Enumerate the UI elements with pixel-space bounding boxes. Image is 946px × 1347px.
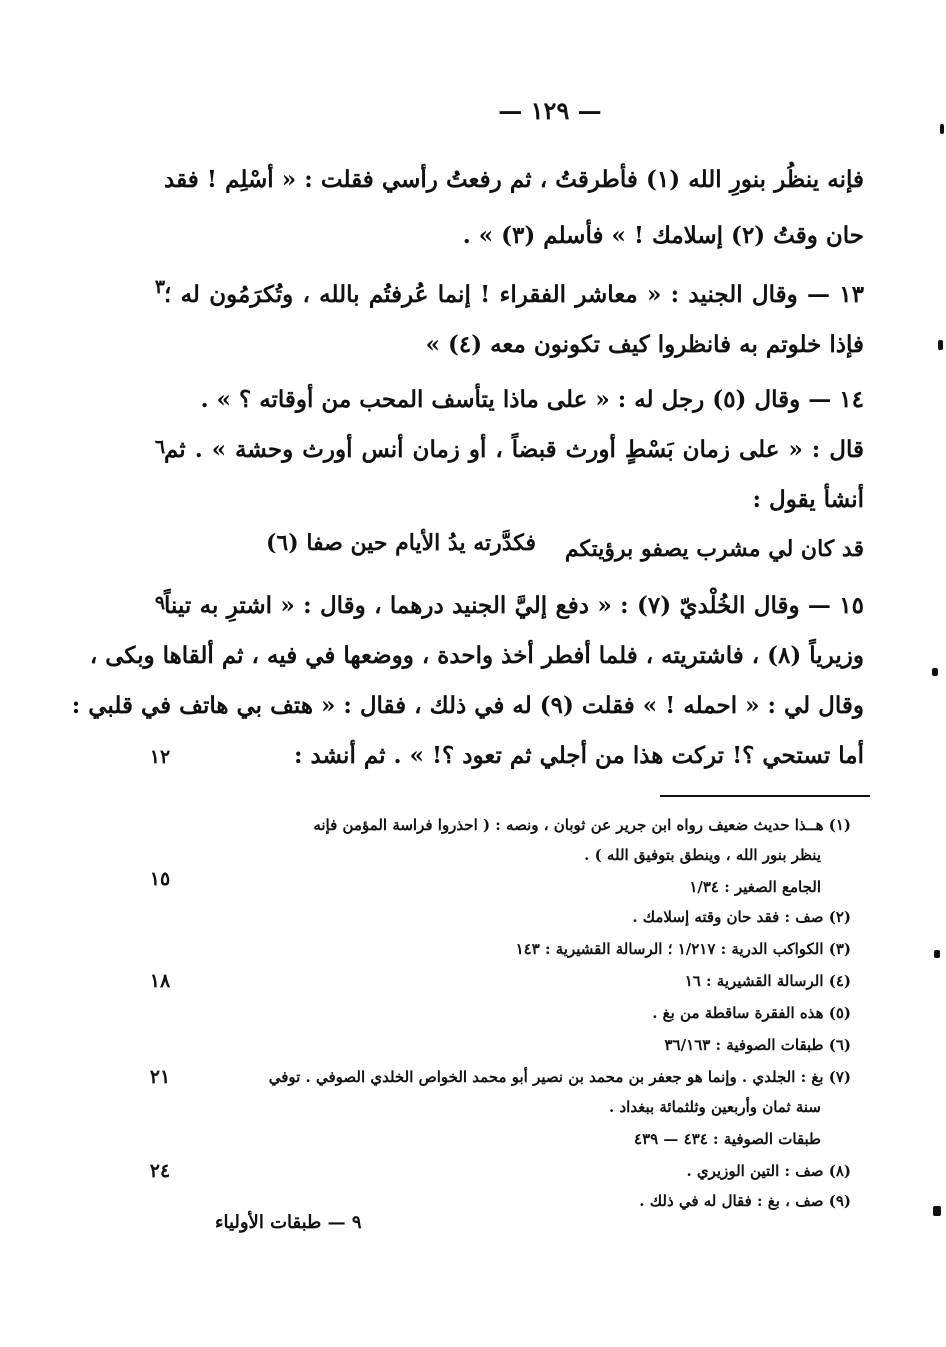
footnote-8: (٨) صف : التين الوزيري . (686, 1162, 851, 1180)
footnote-7-source: طبقات الصوفية : ٤٣٤ — ٤٣٩ (634, 1130, 821, 1148)
margin-number: ٩ (154, 592, 166, 614)
margin-number: ٣ (154, 276, 166, 298)
footnote-7: (٧) بغ : الجلدي . وإنما هو جعفر بن محمد بن نصير أبو محمد الخواص الخلدي الصوفي . توفي (268, 1068, 851, 1086)
footnote-7-cont: سنة ثمان وأربعين وثلثمائة ببغداد . (609, 1098, 821, 1116)
body-line-1: فإنه ينظُر بنورِ الله (١) فأطرقتُ ، ثم رفعتُ رأسي فقلت : « أسْلِم ! فقد (164, 166, 864, 193)
body-line-2: حان وقتُ (٢) إسلامك ! » فأسلم (٣) » . (462, 222, 864, 249)
verse-second-hemistich: فكدَّرته يدُ الأيام حين صفا (٦) (266, 530, 536, 556)
footnote-3: (٣) الكواكب الدرية : ١/٢١٧ ؛ الرسالة القشيرية : ١٤٣ (515, 940, 851, 958)
signature-line: ٩ — طبقات الأولياء (215, 1212, 362, 1233)
scan-mark (932, 668, 938, 676)
margin-number: ٦ (154, 436, 166, 458)
footnote-1-cont: ينظر بنور الله ، وينطق بتوفيق الله ) . (584, 846, 821, 864)
footnote-4: (٤) الرسالة القشيرية : ١٦ (684, 972, 851, 990)
footnote-2: (٢) صف : فقد حان وقته إسلامك . (632, 908, 851, 926)
body-line-8: ١٥ — وقال الخُلْديّ (٧) : « دفع إليَّ الجنيد درهما ، وقال : « اشترِ به تيناً (164, 592, 865, 619)
margin-number: ١٢ (149, 746, 171, 768)
body-line-11: أما تستحي ؟! تركت هذا من أجلي ثم تعود ؟! » . ثم أنشد : (293, 742, 864, 769)
margin-number: ٢٤ (149, 1160, 171, 1182)
footnote-6: (٦) طبقات الصوفية : ٣٦/١٦٣ (664, 1036, 851, 1054)
body-line-10: وقال لي : « احمله ! » فقلت (٩) له في ذلك ، فقال : « هتف بي هاتف في قلبي : (71, 692, 864, 719)
margin-number: ١٥ (149, 868, 171, 890)
margin-number: ١٨ (149, 970, 171, 992)
body-line-6: قال : « على زمان بَسْطٍ أورث قبضاً ، أو زمان أنس أورث وحشة » . ثم (164, 436, 864, 463)
body-line-7: أنشأ يقول : (752, 486, 864, 513)
footnote-1: (١) هــذا حديث ضعيف رواه ابن جرير عن ثوبان ، ونصه : ( احذروا فراسة المؤمن فإنه (313, 816, 851, 834)
page-number: — ١٢٩ — (498, 96, 602, 125)
body-line-3: ١٣ — وقال الجنيد : « معاشر الفقراء ! إنما عُرفتُم بالله ، وتُكرَمُون له ؛ (164, 281, 864, 308)
footnote-1-source: الجامع الصغير : ١/٣٤ (689, 878, 821, 896)
scan-mark (940, 124, 944, 134)
scan-mark (933, 1206, 941, 1216)
footnote-separator (660, 795, 870, 797)
body-line-4: فإذا خلوتم به فانظروا كيف تكونون معه (٤) » (425, 331, 864, 358)
scan-mark (938, 340, 943, 350)
scan-mark (934, 950, 940, 958)
margin-number: ٢١ (149, 1066, 171, 1088)
body-line-9: وزيرياً (٨) ، فاشتريته ، فلما أفطر أخذ واحدة ، ووضعها في فيه ، ثم ألقاها وبكى ، (89, 642, 864, 669)
body-line-5: ١٤ — وقال (٥) رجل له : « على ماذا يتأسف المحب من أوقاته ؟ » . (200, 386, 864, 413)
verse-first-hemistich: قد كان لي مشرب يصفو برؤيتكم (564, 536, 864, 562)
footnote-9: (٩) صف ، بغ : فقال له في ذلك . (639, 1192, 851, 1210)
footnote-5: (٥) هذه الفقرة ساقطة من بغ . (652, 1004, 851, 1022)
